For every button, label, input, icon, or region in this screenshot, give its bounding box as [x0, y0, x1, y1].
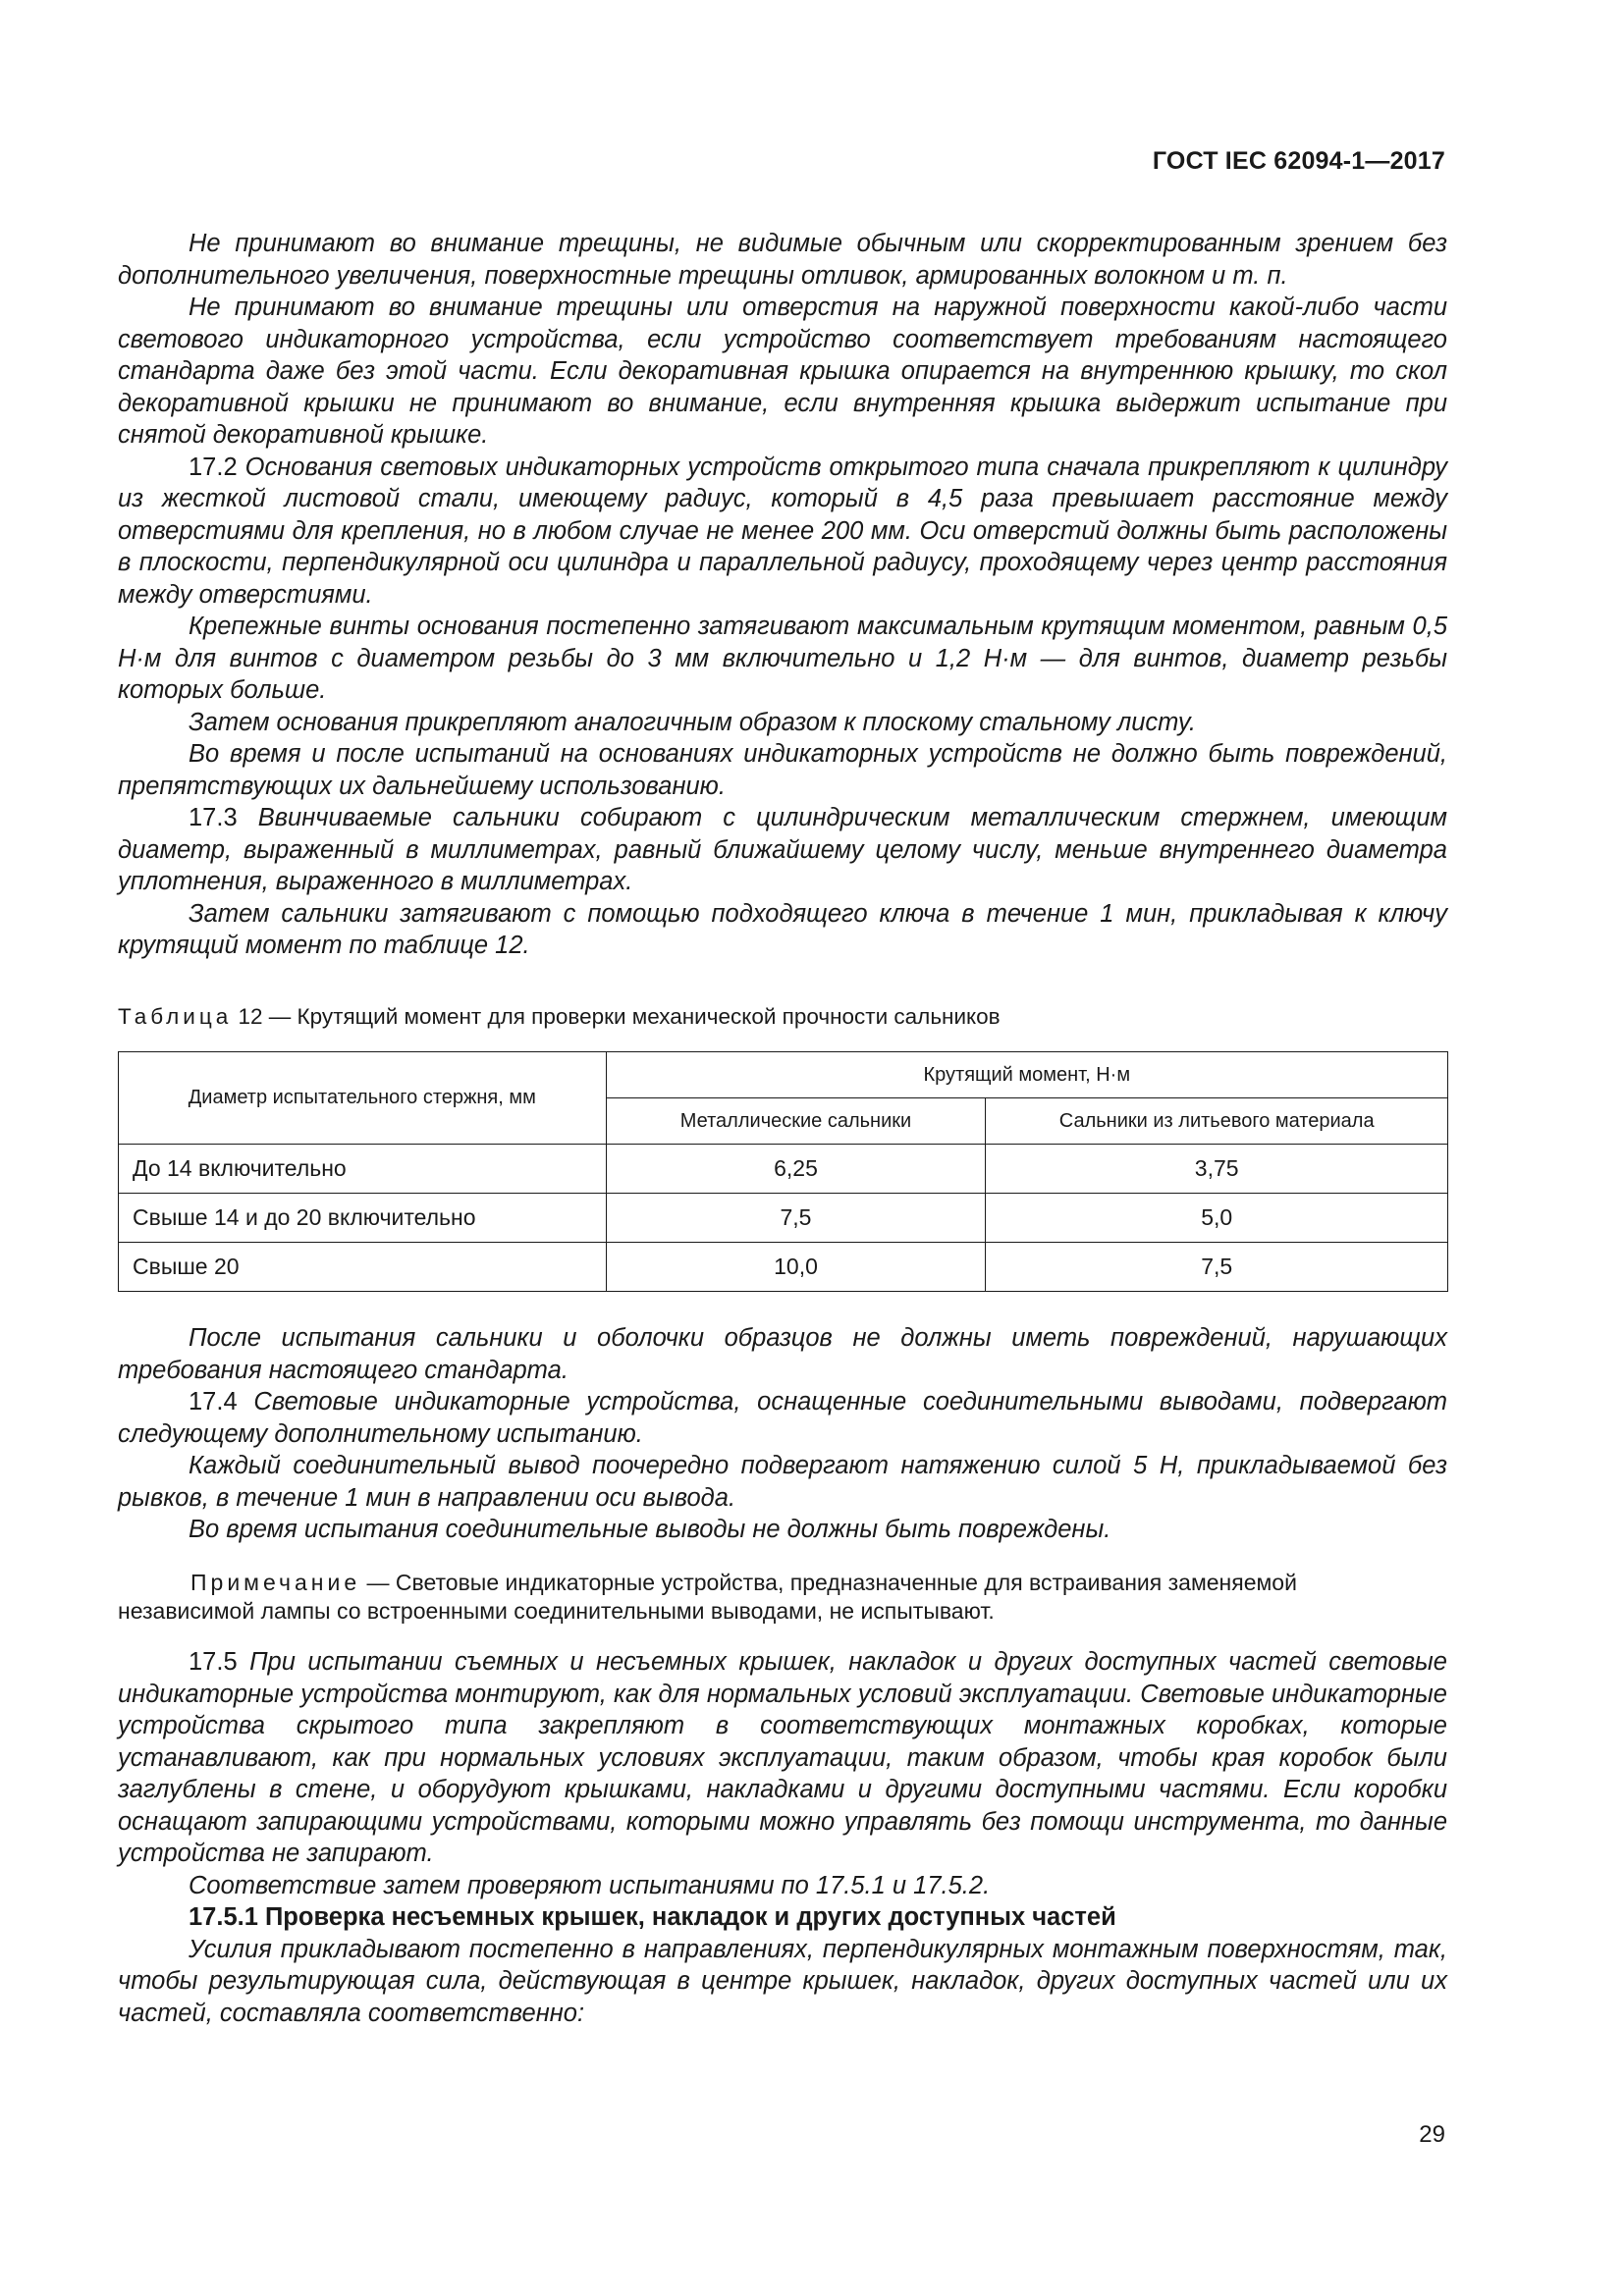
- note-text-line-1: — Световые индикаторные устройства, предназначенные для встраивания заменяемой: [360, 1570, 1297, 1595]
- cell-metal: 6,25: [606, 1145, 986, 1194]
- cell-metal: 10,0: [606, 1243, 986, 1292]
- cell-cast: 3,75: [986, 1145, 1448, 1194]
- paragraph: Не принимают во внимание трещины, не видимые обычным или скорректированным зрением без дополнительного увеличения, поверхностные трещины отливок, армированных волокном и т. п.: [118, 230, 1447, 290]
- section-heading-17-5-1: 17.5.1 Проверка несъемных крышек, накладок и других доступных частей: [189, 1903, 1116, 1931]
- header-cast-glands: Сальники из литьевого материала: [986, 1098, 1448, 1145]
- note: [118, 1569, 1447, 1625]
- clause-number: 17.4: [189, 1388, 238, 1415]
- document-header: ГОСТ IEC 62094-1—2017: [1152, 147, 1445, 175]
- paragraph-17-5: 17.5 При испытании съемных и несъемных крышек, накладок и других доступных частей световые индикаторные устройства монтируют, как для нормальных условий эксплуатации. Световые индикаторные устройства скрытого типа закрепляют в соответствующих монтажных коробках, которые устанавливают, как при нормальных условиях эксплуатации, таким образом, чтобы края коробок были заглублены в стене, и оборудуют крышками, накладками и другими доступными частями. Если коробки оснащают запирающими устройствами, которыми можно управлять без помощи инструмента, то данные устройства не запирают.: [118, 1648, 1447, 1867]
- paragraph: После испытания сальники и оболочки образцов не должны иметь повреждений, нарушающих требования настоящего стандарта.: [118, 1324, 1447, 1384]
- cell-cast: 5,0: [986, 1194, 1448, 1243]
- paragraph: Затем основания прикрепляют аналогичным образом к плоскому стальному листу.: [189, 708, 1196, 736]
- cell-cast: 7,5: [986, 1243, 1448, 1292]
- clause-number: 17.3: [189, 804, 238, 831]
- torque-table: [118, 1051, 1448, 1292]
- clause-number: 17.2: [189, 453, 238, 481]
- paragraph-17-3: 17.3 Ввинчиваемые сальники собирают с цилиндрическим металлическим стержнем, имеющим диаметр, выраженный в миллиметрах, равный ближайшему целому числу, меньше внутреннего диаметра уплотнения, выраженного в миллиметрах.: [118, 804, 1447, 895]
- header-diameter: Диаметр испытательного стержня, мм: [119, 1052, 607, 1145]
- table-row: [119, 1145, 1448, 1194]
- text-block-2: [118, 1322, 1447, 1546]
- text-block-3: [118, 1646, 1447, 2029]
- paragraph: Каждый соединительный вывод поочередно подвергают натяжению силой 5 Н, прикладываемой без рывков, в течение 1 мин в направлении оси вывода.: [118, 1452, 1447, 1512]
- clause-number: 17.5: [189, 1648, 238, 1676]
- page-number: 29: [1419, 2121, 1445, 2148]
- paragraph: Усилия прикладывают постепенно в направлениях, перпендикулярных монтажным поверхностям, так, чтобы результирующая сила, действующая в центре крышек, накладок, других доступных частей или их частей, составляла соответственно:: [118, 1935, 1447, 2027]
- paragraph: Во время и после испытаний на основаниях индикаторных устройств не должно быть повреждений, препятствующих их дальнейшему использованию.: [118, 740, 1447, 800]
- paragraph: Соответствие затем проверяют испытаниями по 17.5.1 и 17.5.2.: [189, 1871, 991, 1899]
- table-caption: [118, 1003, 1447, 1031]
- table-caption-text: 12 — Крутящий момент для проверки механической прочности сальников: [232, 1004, 1001, 1029]
- paragraph: Не принимают во внимание трещины или отверстия на наружной поверхности какой-либо части светового индикаторного устройства, если устройство соответствует требованиям настоящего стандарта даже без этой части. Если декоративная крышка опирается на внутреннюю крышку, то скол декоративной крышки не принимают во внимание, если внутренняя крышка выдержит испытание при снятой декоративной крышке.: [118, 294, 1447, 449]
- paragraph: Во время испытания соединительные выводы не должны быть повреждены.: [189, 1516, 1111, 1543]
- cell-diameter: Свыше 20: [119, 1243, 607, 1292]
- note-label: Примечание: [190, 1570, 361, 1595]
- note-text-line-2: независимой лампы со встроенными соединительными выводами, не испытывают.: [118, 1597, 995, 1624]
- cell-metal: 7,5: [606, 1194, 986, 1243]
- header-torque-group: Крутящий момент, Н·м: [606, 1052, 1447, 1098]
- cell-diameter: Свыше 14 и до 20 включительно: [119, 1194, 607, 1243]
- paragraph: Крепежные винты основания постепенно затягивают максимальным крутящим моментом, равным 0,5 Н·м для винтов с диаметром резьбы до 3 мм включительно и 1,2 Н·м — для винтов, диаметр резьбы которых больше.: [118, 613, 1447, 704]
- text-block-1: [118, 228, 1447, 962]
- table-header-row: [119, 1052, 1448, 1098]
- table-row: [119, 1194, 1448, 1243]
- table-row: [119, 1243, 1448, 1292]
- paragraph: Затем сальники затягивают с помощью подходящего ключа в течение 1 мин, прикладывая к ключу крутящий момент по таблице 12.: [118, 899, 1447, 959]
- table-caption-label: Таблица: [118, 1004, 233, 1029]
- cell-diameter: До 14 включительно: [119, 1145, 607, 1194]
- paragraph-17-2: 17.2 Основания световых индикаторных устройств открытого типа сначала прикрепляют к цилиндру из жесткой листовой стали, имеющему радиус, который в 4,5 раза превышает расстояние между отверстиями для крепления, но в любом случае не менее 200 мм. Оси отверстий должны быть расположены в плоскости, перпендикулярной оси цилиндра и параллельной радиусу, проходящему через центр расстояния между отверстиями.: [118, 453, 1447, 609]
- paragraph-17-4: 17.4 Световые индикаторные устройства, оснащенные соединительными выводами, подвергают следующему дополнительному испытанию.: [118, 1388, 1447, 1448]
- header-metal-glands: Металлические сальники: [606, 1098, 986, 1145]
